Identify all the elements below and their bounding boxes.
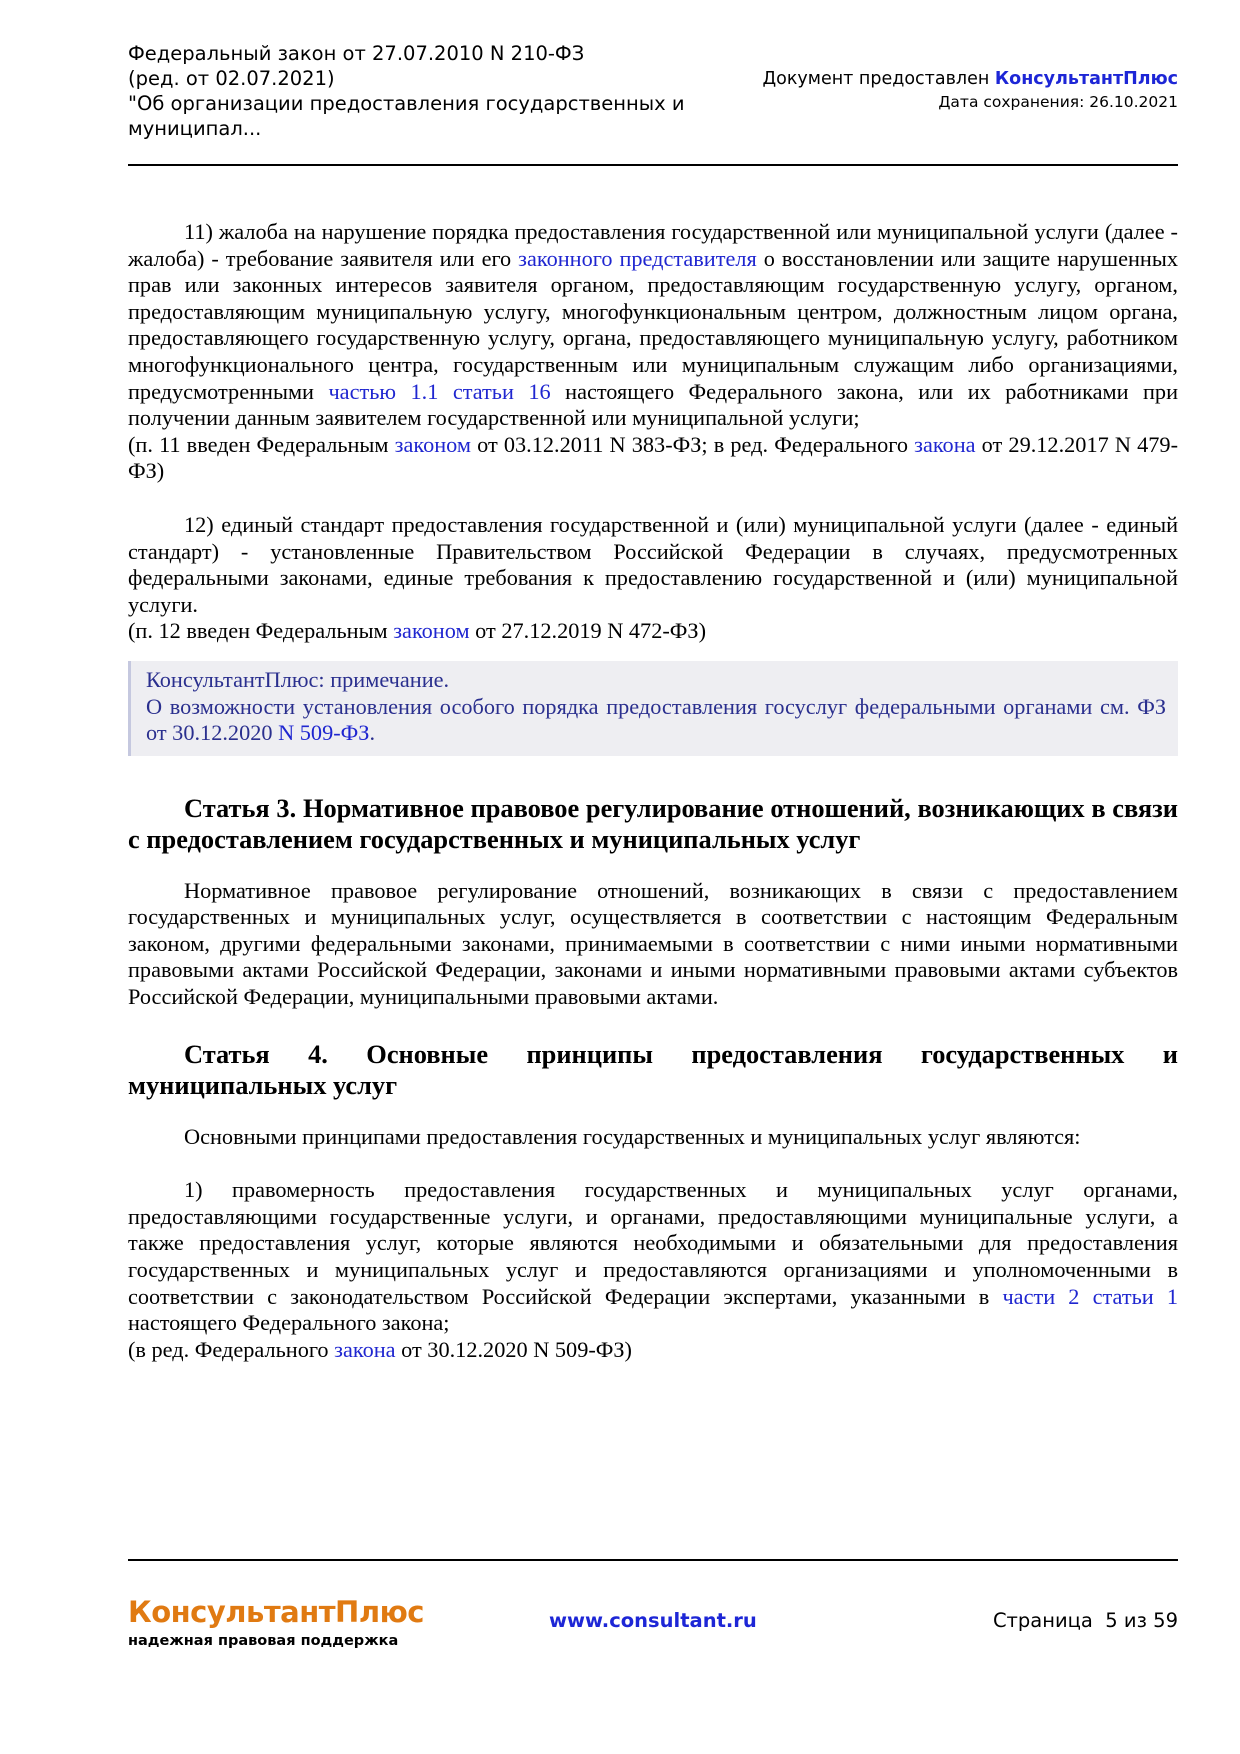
text: от 27.12.2019 N 472-ФЗ) bbox=[469, 618, 706, 644]
edition-note bbox=[128, 432, 1178, 485]
text: о восстановлении или защите нарушенных прав или законных интересов заявителя органом, предоставляющим государственную услугу, органом, предоставляющим муниципальную услугу, многофункциональным центром, должностным лицом органа, предоставляющего государственную услугу, органа, предоставляющего муниципальную услугу, работником многофункционального центра, государственным или муниципальным служащим либо организациями, предусмотренными bbox=[128, 245, 1178, 404]
article-4-heading: Статья 4. Основные принципы предоставления государственных и муниципальных услуг bbox=[128, 1038, 1178, 1100]
item-12: 12) единый стандарт предоставления государственной и (или) муниципальной услуги (далее - единый стандарт) - установленные Правительством Российской Федерации в случаях, предусмотренных федеральными законами, единые требования к предоставлению государственной и (или) муниципальной услуги. bbox=[128, 511, 1178, 617]
title-line: муниципал... bbox=[128, 117, 262, 140]
note-title: КонсультантПлюс: примечание. bbox=[146, 666, 450, 692]
link-law[interactable]: закона bbox=[914, 431, 976, 457]
item-11 bbox=[128, 219, 1178, 432]
provider-info bbox=[762, 68, 1178, 112]
edition-note bbox=[128, 618, 1178, 645]
provided-by bbox=[762, 68, 1178, 90]
provider-brand: КонсультантПлюс bbox=[994, 69, 1178, 89]
title-line: "Об организации предоставления государственных и bbox=[128, 92, 685, 115]
article-3-text: Нормативное правовое регулирование отношений, возникающих в связи с предоставлением государственных и муниципальных услуг, осуществляется в соответствии с настоящим Федеральным законом, другими федеральными законами, принимаемыми в соответствии с ними иными нормативными правовыми актами Российской Федерации, законами и иными нормативными правовыми актами субъектов Российской Федерации, муниципальными правовыми актами. bbox=[128, 877, 1178, 1010]
link-legal-representative[interactable]: законного представителя bbox=[518, 245, 757, 271]
page-counter bbox=[993, 1609, 1178, 1632]
link-law[interactable]: законом bbox=[394, 431, 471, 457]
page-current: 5 bbox=[1105, 1609, 1118, 1632]
principle-1 bbox=[128, 1177, 1178, 1337]
footer-divider bbox=[128, 1559, 1178, 1561]
consultant-note bbox=[128, 661, 1178, 756]
text: (в ред. Федерального bbox=[128, 1336, 335, 1362]
text: 1) правомерность предоставления государственных и муниципальных услуг органами, предоставляющими государственные услуги, и органами, предоставляющими муниципальные услуги, а также предоставления услуг, которые являются необходимыми и обязательными для предоставления государственных и муниципальных услуг и предоставляются организациями и уполномоченными в соответствии с законодательством Российской Федерации экспертами, указанными в bbox=[128, 1177, 1178, 1309]
text: настоящего Федерального закона, или их работниками при получении данным заявителем государственной или муниципальной услуги; bbox=[128, 378, 1179, 431]
title-line: (ред. от 02.07.2021) bbox=[128, 67, 335, 90]
text: 11) жалоба на нарушение порядка предоставления государственной или муниципальной услуги (далее - жалоба) - требование заявителя или его bbox=[128, 219, 1178, 271]
link-law[interactable]: закона bbox=[334, 1336, 396, 1362]
note-text bbox=[146, 694, 1166, 747]
text: от 30.12.2020 N 509-ФЗ) bbox=[395, 1336, 632, 1362]
text: от 29.12.2017 N 479-ФЗ) bbox=[128, 431, 1178, 484]
page-of: из bbox=[1123, 1609, 1147, 1632]
provided-prefix: Документ предоставлен bbox=[762, 69, 990, 89]
website-link[interactable]: www.consultant.ru bbox=[549, 1609, 757, 1632]
page-label: Страница bbox=[992, 1609, 1093, 1632]
text: (п. 12 введен Федеральным bbox=[128, 618, 394, 644]
text: О возможности установления особого порядка предоставления госуслуг федеральными органами см. ФЗ от 30.12.2020 bbox=[146, 693, 1166, 746]
logo-name: КонсультантПлюс bbox=[128, 1595, 424, 1629]
edition-note bbox=[128, 1337, 1178, 1364]
link-article-16[interactable]: частью 1.1 статьи 16 bbox=[328, 378, 551, 404]
text: от 03.12.2011 N 383-ФЗ; в ред. Федерального bbox=[471, 431, 915, 457]
article-4-intro: Основными принципами предоставления государственных и муниципальных услуг являются: bbox=[184, 1123, 1081, 1149]
save-date: Дата сохранения: 26.10.2021 bbox=[938, 93, 1178, 111]
logo-tagline: надежная правовая поддержка bbox=[128, 1633, 399, 1649]
link-law[interactable]: законом bbox=[393, 618, 470, 644]
text: . bbox=[369, 720, 376, 746]
text: настоящего Федерального закона; bbox=[128, 1310, 450, 1336]
text: (п. 11 введен Федеральным bbox=[128, 431, 395, 457]
article-3-heading: Статья 3. Нормативное правовое регулирование отношений, возникающих в связи с предоставлением государственных и муниципальных услуг bbox=[128, 792, 1178, 854]
link-article-1[interactable]: части 2 статьи 1 bbox=[1002, 1283, 1179, 1309]
document-body bbox=[128, 219, 1178, 1363]
link-509-fz[interactable]: N 509-ФЗ bbox=[278, 720, 370, 746]
header-divider bbox=[128, 164, 1178, 166]
title-line: Федеральный закон от 27.07.2010 N 210-ФЗ bbox=[128, 42, 585, 65]
document-title bbox=[128, 41, 688, 141]
consultant-logo bbox=[128, 1596, 424, 1650]
page-total: 59 bbox=[1153, 1609, 1178, 1632]
